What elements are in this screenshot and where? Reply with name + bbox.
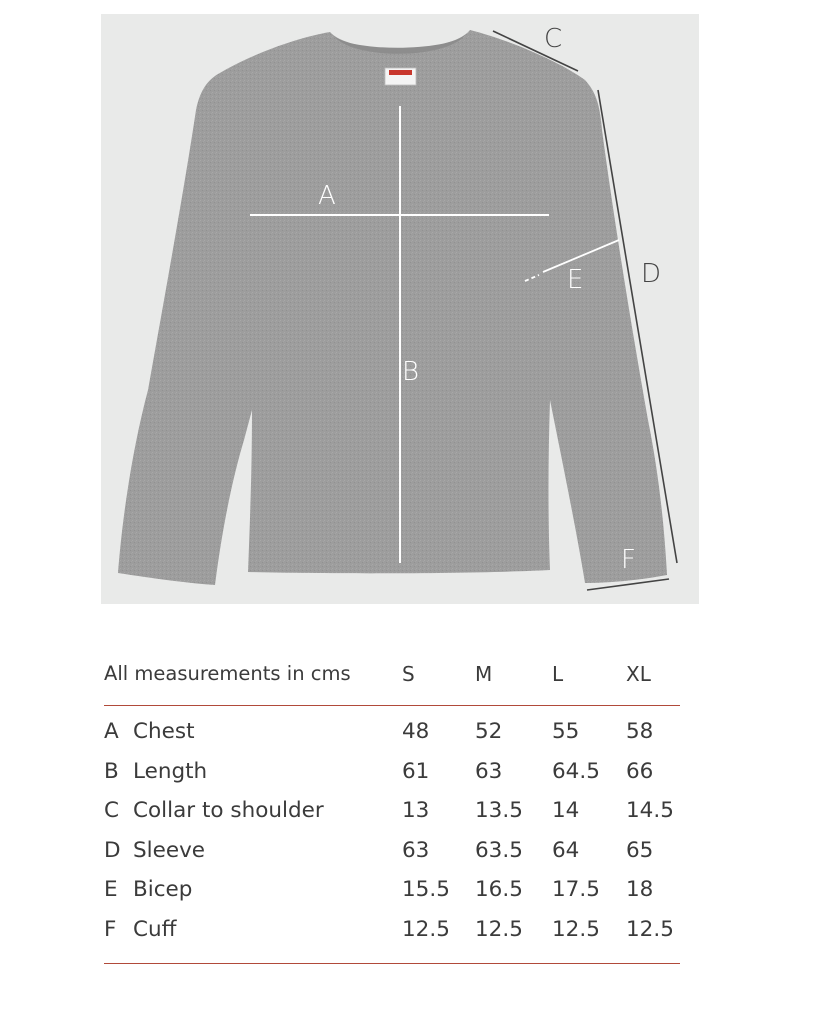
measurement-letter: B [104,758,119,784]
table-header-row [104,662,680,706]
table-row [104,719,680,759]
value-l: 12.5 [552,916,600,942]
size-table-body [104,719,680,956]
garment-tag-mark [389,70,412,75]
measurement-label: Bicep [133,877,193,902]
measurement-label: Length [133,758,208,784]
value-s: 15.5 [402,877,450,902]
value-xl: 65 [626,837,654,863]
value-xl: 14.5 [626,798,674,823]
value-l: 64.5 [552,758,600,784]
value-m: 63 [475,758,503,784]
value-s: 13 [402,798,430,823]
size-table [104,662,680,706]
table-header-label: All measurements in cms [104,662,351,685]
measurement-label: Cuff [133,916,177,942]
label-e: E [567,265,584,295]
table-header-size-xl: XL [626,662,651,686]
measurement-label: Collar to shoulder [133,798,324,823]
value-s: 63 [402,837,430,863]
value-m: 63.5 [475,837,523,863]
value-m: 52 [475,719,503,744]
value-xl: 18 [626,877,654,902]
measurement-label: Chest [133,719,195,744]
table-row [104,917,680,957]
value-xl: 58 [626,719,654,744]
measurement-letter: F [104,916,117,942]
measurement-letter: D [104,837,121,863]
measurement-name [104,798,324,823]
measurement-name [104,877,192,902]
table-row [104,877,680,917]
value-m: 12.5 [475,916,523,942]
value-xl: 66 [626,758,654,784]
value-l: 17.5 [552,877,600,902]
value-l: 64 [552,837,580,863]
value-xl: 12.5 [626,916,674,942]
value-s: 48 [402,719,430,744]
table-header-rule [104,705,680,706]
label-f: F [621,545,636,575]
measurement-name [104,759,207,784]
value-s: 61 [402,758,430,784]
value-m: 16.5 [475,877,523,902]
measurement-name [104,917,176,942]
table-footer-rule [104,963,680,964]
value-l: 55 [552,719,580,744]
table-row [104,798,680,838]
measurement-letter: C [104,798,120,823]
measurement-label: Sleeve [133,837,206,863]
table-row [104,759,680,799]
value-m: 13.5 [475,798,523,823]
label-d: D [641,259,662,289]
table-row [104,838,680,878]
tshirt-shape [118,30,667,585]
measurement-name [104,719,195,744]
value-l: 14 [552,798,580,823]
table-header-size-s: S [402,662,415,686]
value-s: 12.5 [402,916,450,942]
measurement-letter: A [104,719,119,744]
measurement-letter: E [104,877,118,902]
measurement-name [104,838,205,863]
label-c: C [544,24,563,54]
label-b: B [402,357,420,387]
table-header-size-l: L [552,662,564,686]
label-a: A [318,181,336,211]
table-header-size-m: M [475,662,493,686]
